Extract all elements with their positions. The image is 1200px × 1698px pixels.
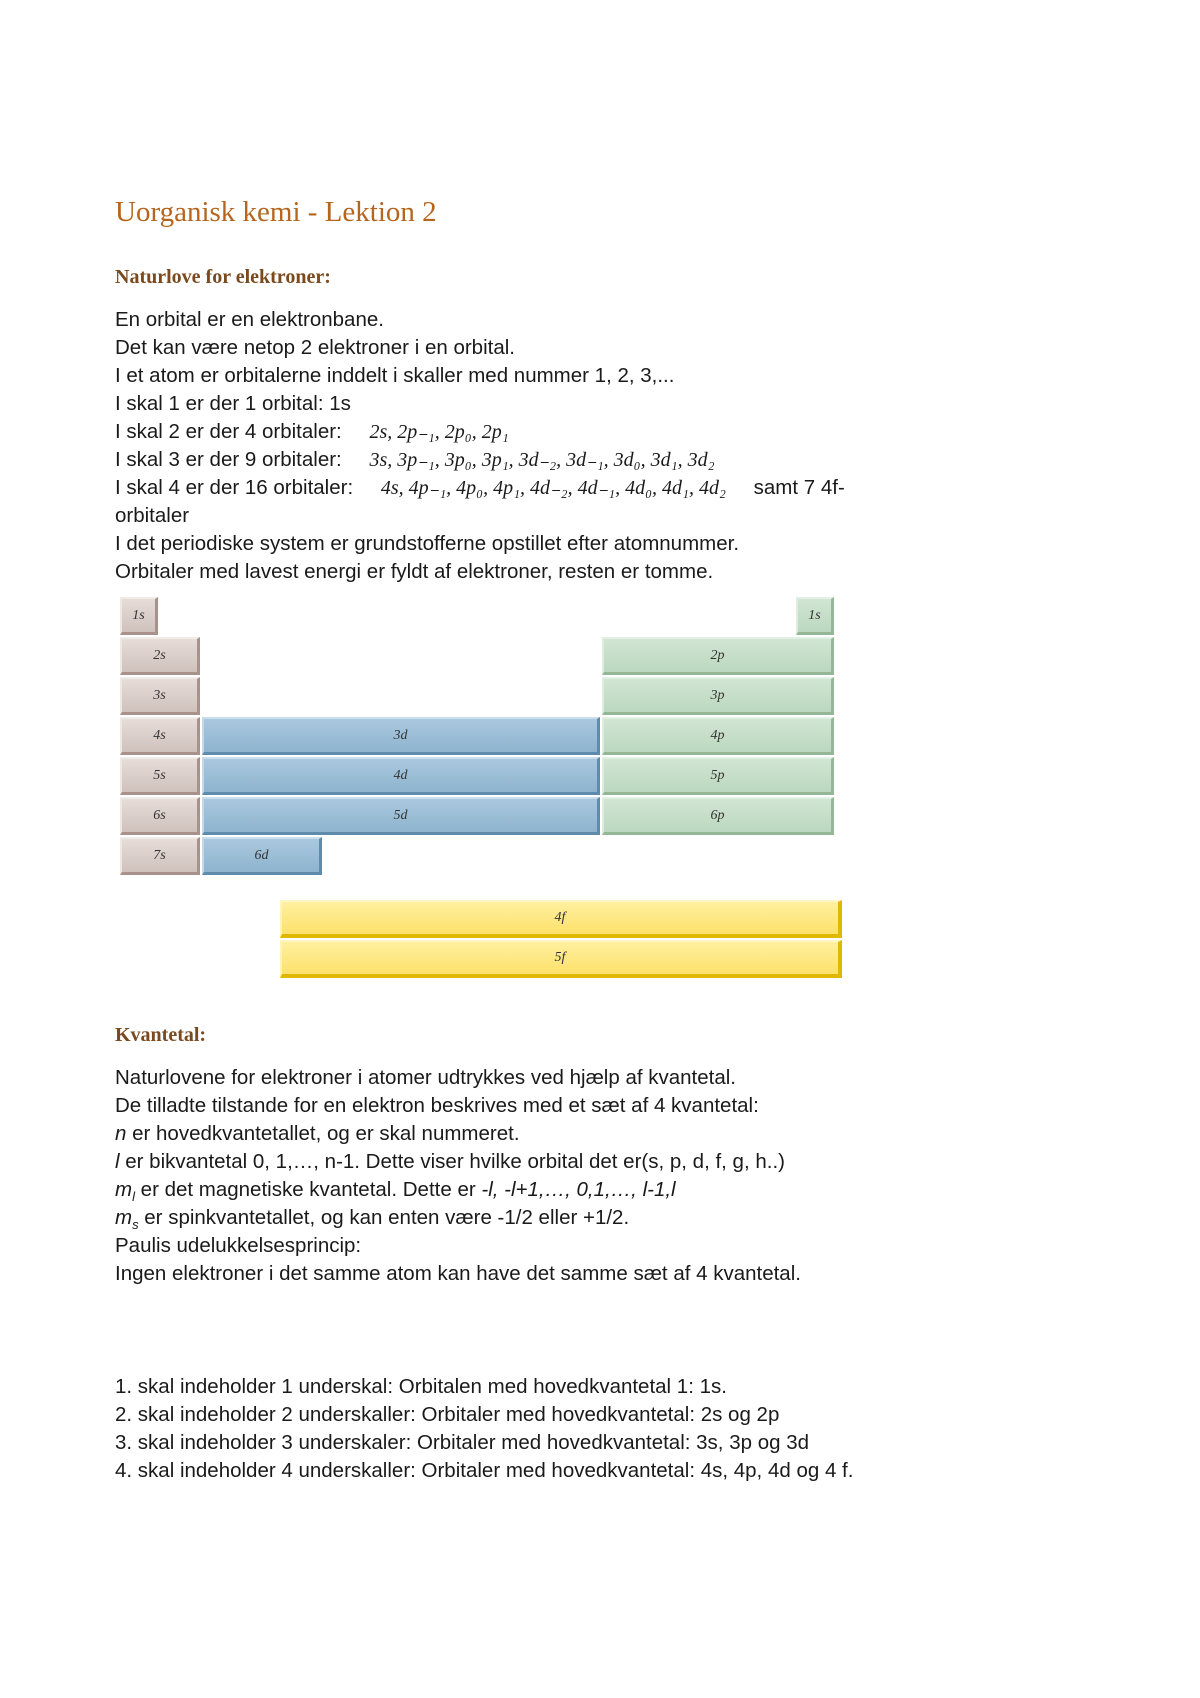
text-line: Naturlovene for elektroner i atomer udtrykkes ved hjælp af kvantetal. (115, 1066, 736, 1089)
block-4s: 4s (120, 717, 200, 755)
ml-quantum-line (115, 1176, 801, 1204)
ml-range: -l, -l+1,…, 0,1,…, l-1,l (481, 1178, 676, 1201)
block-5f: 5f (280, 940, 842, 978)
shell-3-orbitals: 3s, 3p₋₁, 3p₀, 3p₁, 3d₋₂, 3d₋₁, 3d₀, 3d₁, 3d₂ (369, 449, 715, 471)
block-4p: 4p (602, 717, 834, 755)
ms-description: er spinkvantetallet, og kan enten være -1/2 eller +1/2. (138, 1206, 630, 1229)
f-orbital-note: samt 7 4f- (753, 476, 845, 499)
page-title: Uorganisk kemi - Lektion 2 (115, 196, 437, 228)
block-he-1s: 1s (796, 597, 834, 635)
text-line: I det periodiske system er grundstofferne opstillet efter atomnummer. (115, 532, 740, 555)
block-2s: 2s (120, 637, 200, 675)
text-line: I et atom er orbitalerne inddelt i skaller med nummer 1, 2, 3,... (115, 364, 675, 387)
periodic-block-diagram (118, 597, 848, 987)
text-line: Orbitaler med lavest energi er fyldt af elektroner, resten er tomme. (115, 560, 714, 583)
block-5s: 5s (120, 757, 200, 795)
block-1s: 1s (120, 597, 158, 635)
ml-subscript: l (132, 1189, 135, 1205)
block-4f: 4f (280, 900, 842, 938)
block-3s: 3s (120, 677, 200, 715)
shell-4-line (115, 474, 845, 502)
ms-symbol: m (115, 1206, 133, 1229)
naturlove-text (115, 306, 845, 586)
l-quantum-line (115, 1148, 801, 1176)
shell-2-orbitals: 2s, 2p₋₁, 2p₀, 2p₁ (369, 421, 509, 443)
ml-symbol: m (115, 1178, 133, 1201)
block-4d: 4d (202, 757, 600, 795)
subshell-list (115, 1373, 853, 1485)
block-5d: 5d (202, 797, 600, 835)
text-line: I skal 1 er der 1 orbital: 1s (115, 392, 351, 415)
block-6s: 6s (120, 797, 200, 835)
shell-3-line (115, 446, 845, 474)
ms-subscript: s (132, 1217, 139, 1233)
block-3p: 3p (602, 677, 834, 715)
text-line: De tilladte tilstande for en elektron beskrives med et sæt af 4 kvantetal: (115, 1094, 759, 1117)
list-item: 4. skal indeholder 4 underskaller: Orbitaler med hovedkvantetal: 4s, 4p, 4d og 4 f. (115, 1459, 854, 1482)
ml-description: er det magnetiske kvantetal. Dette er (134, 1178, 482, 1201)
shell-3-label: I skal 3 er der 9 orbitaler: (115, 448, 342, 471)
block-3d: 3d (202, 717, 600, 755)
l-description: er bikvantetal 0, 1,…, n-1. Dette viser hvilke orbital det er(s, p, d, f, g, h..) (119, 1150, 785, 1173)
block-6p: 6p (602, 797, 834, 835)
text-line: Det kan være netop 2 elektroner i en orbital. (115, 336, 515, 359)
block-2p: 2p (602, 637, 834, 675)
text-line: Paulis udelukkelsesprincip: (115, 1234, 362, 1257)
section-heading-kvantetal: Kvantetal: (115, 1024, 207, 1046)
shell-2-label: I skal 2 er der 4 orbitaler: (115, 420, 342, 443)
block-7s: 7s (120, 837, 200, 875)
n-quantum-line (115, 1120, 801, 1148)
text-line: Ingen elektroner i det samme atom kan have det samme sæt af 4 kvantetal. (115, 1262, 801, 1285)
l-symbol: l (115, 1150, 120, 1173)
shell-4-orbitals: 4s, 4p₋₁, 4p₀, 4p₁, 4d₋₂, 4d₋₁, 4d₀, 4d₁, 4d₂ (380, 477, 726, 499)
n-symbol: n (115, 1122, 127, 1145)
shell-4-label: I skal 4 er der 16 orbitaler: (115, 476, 354, 499)
kvantetal-text (115, 1064, 801, 1288)
list-item: 2. skal indeholder 2 underskaller: Orbitaler med hovedkvantetal: 2s og 2p (115, 1403, 780, 1426)
text-line: orbitaler (115, 504, 190, 527)
ms-quantum-line (115, 1204, 801, 1232)
text-line: En orbital er en elektronbane. (115, 308, 384, 331)
n-description: er hovedkvantetallet, og er skal nummeret. (126, 1122, 520, 1145)
shell-2-line (115, 418, 845, 446)
list-item: 1. skal indeholder 1 underskal: Orbitalen med hovedkvantetal 1: 1s. (115, 1375, 727, 1398)
block-5p: 5p (602, 757, 834, 795)
list-item: 3. skal indeholder 3 underskaler: Orbitaler med hovedkvantetal: 3s, 3p og 3d (115, 1431, 809, 1454)
block-6d: 6d (202, 837, 322, 875)
section-heading-naturlove: Naturlove for elektroner: (115, 266, 331, 288)
